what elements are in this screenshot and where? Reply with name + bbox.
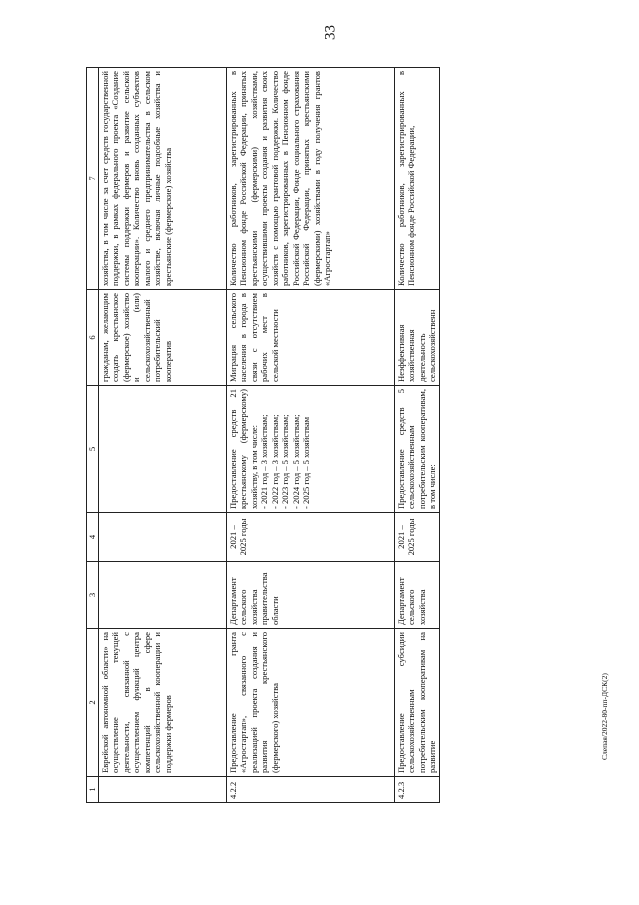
row-number: 4.2.2 [227, 777, 395, 803]
expected-result: Предоставление средств 5 сельскохозяйственным потребительским кооперативам, в том числе: [395, 386, 440, 513]
document-footer: Слепая/2022-80-пп-ДСК(2) [600, 673, 609, 760]
header-cell: 2 [87, 629, 99, 777]
period: 2021 – 2025 годы [395, 513, 440, 562]
table-row [99, 68, 227, 803]
row-number [99, 777, 227, 803]
risk: Миграция сельского населения в города в связи с отсутствием рабочих мест в сельской местности [227, 290, 395, 386]
list-item: - 2021 год – 3 хозяйствам; [259, 414, 270, 509]
measure-name: Еврейской автономной области» на осуществление текущей деятельности, связанной с осуществлением функций центра компетенций в сфере сельскохозяйственной кооперации и поддержки фермеров [99, 629, 227, 777]
executor: Департамент сельского хозяйства правительства области [227, 562, 395, 629]
header-cell: 4 [87, 513, 99, 562]
list-item: - 2022 год – 3 хозяйствам; [269, 414, 280, 509]
table-header-row [87, 68, 99, 803]
table-row [227, 68, 395, 803]
period [99, 513, 227, 562]
rotated-table-area [86, 68, 598, 803]
header-cell: 7 [87, 68, 99, 290]
measure-name: Предоставление субсидии сельскохозяйственным потребительским кооперативам на развитие [395, 629, 440, 777]
table-row [395, 68, 440, 803]
list-item: - 2025 год – 5 хозяйствам [301, 416, 312, 509]
header-cell: 5 [87, 386, 99, 513]
indicator: Количество работников, зарегистрированных в Пенсионном фонде Российской Федерации, [395, 68, 440, 290]
list-item: - 2024 год – 5 хозяйствам; [290, 414, 301, 509]
page-number: 33 [322, 25, 339, 40]
indicator: хозяйства, в том числе за счет средств государственной поддержки, в рамках федерального проекта «Создание системы поддержки фермеров и развитие сельской кооперации». Количество вновь созданных субъектов малого и среднего предпринимательства в сельском хозяйстве, включая личные подсобные хозяйства и крестьянские (фермерские) хозяйства [99, 68, 227, 290]
result-intro: Предоставление средств 21 крестьянскому (фермерскому) хозяйству, в том числе: [228, 389, 259, 509]
executor [99, 562, 227, 629]
measure-name: Предоставление гранта «Агростартап», связанного с реализацией проекта создания и развития крестьянского (фермерского) хозяйства [227, 629, 395, 777]
row-number: 4.2.3 [395, 777, 440, 803]
period: 2021 – 2025 годы [227, 513, 395, 562]
list-item: - 2023 год – 5 хозяйствам; [280, 414, 291, 509]
executor: Департамент сельского хозяйства [395, 562, 440, 629]
expected-result [227, 386, 395, 513]
header-cell: 1 [87, 777, 99, 803]
risk: гражданам, желающим создать крестьянское (фермерское) хозяйство и (или) сельскохозяйственный потребительский кооператив [99, 290, 227, 386]
indicator: Количество работников, зарегистрированных в Пенсионном фонде Российской Федерации, принятых крестьянскими (фермерскими) хозяйствами, осуществившими проекты создания и развития своих хозяйств с помощью грантовой поддержки. Количество работников, зарегистрированных в Пенсионном фонде Российской Федерации, Фонде социального страхования Российской Федерации, принятых крестьянскими (фермерскими) хозяйствами в году получения грантов «Агростартап» [227, 68, 395, 290]
activities-table [86, 67, 440, 803]
risk: Неэффективная хозяйственная деятельность сельскохозяйственн [395, 290, 440, 386]
header-cell: 6 [87, 290, 99, 386]
header-cell: 3 [87, 562, 99, 629]
expected-result [99, 386, 227, 513]
